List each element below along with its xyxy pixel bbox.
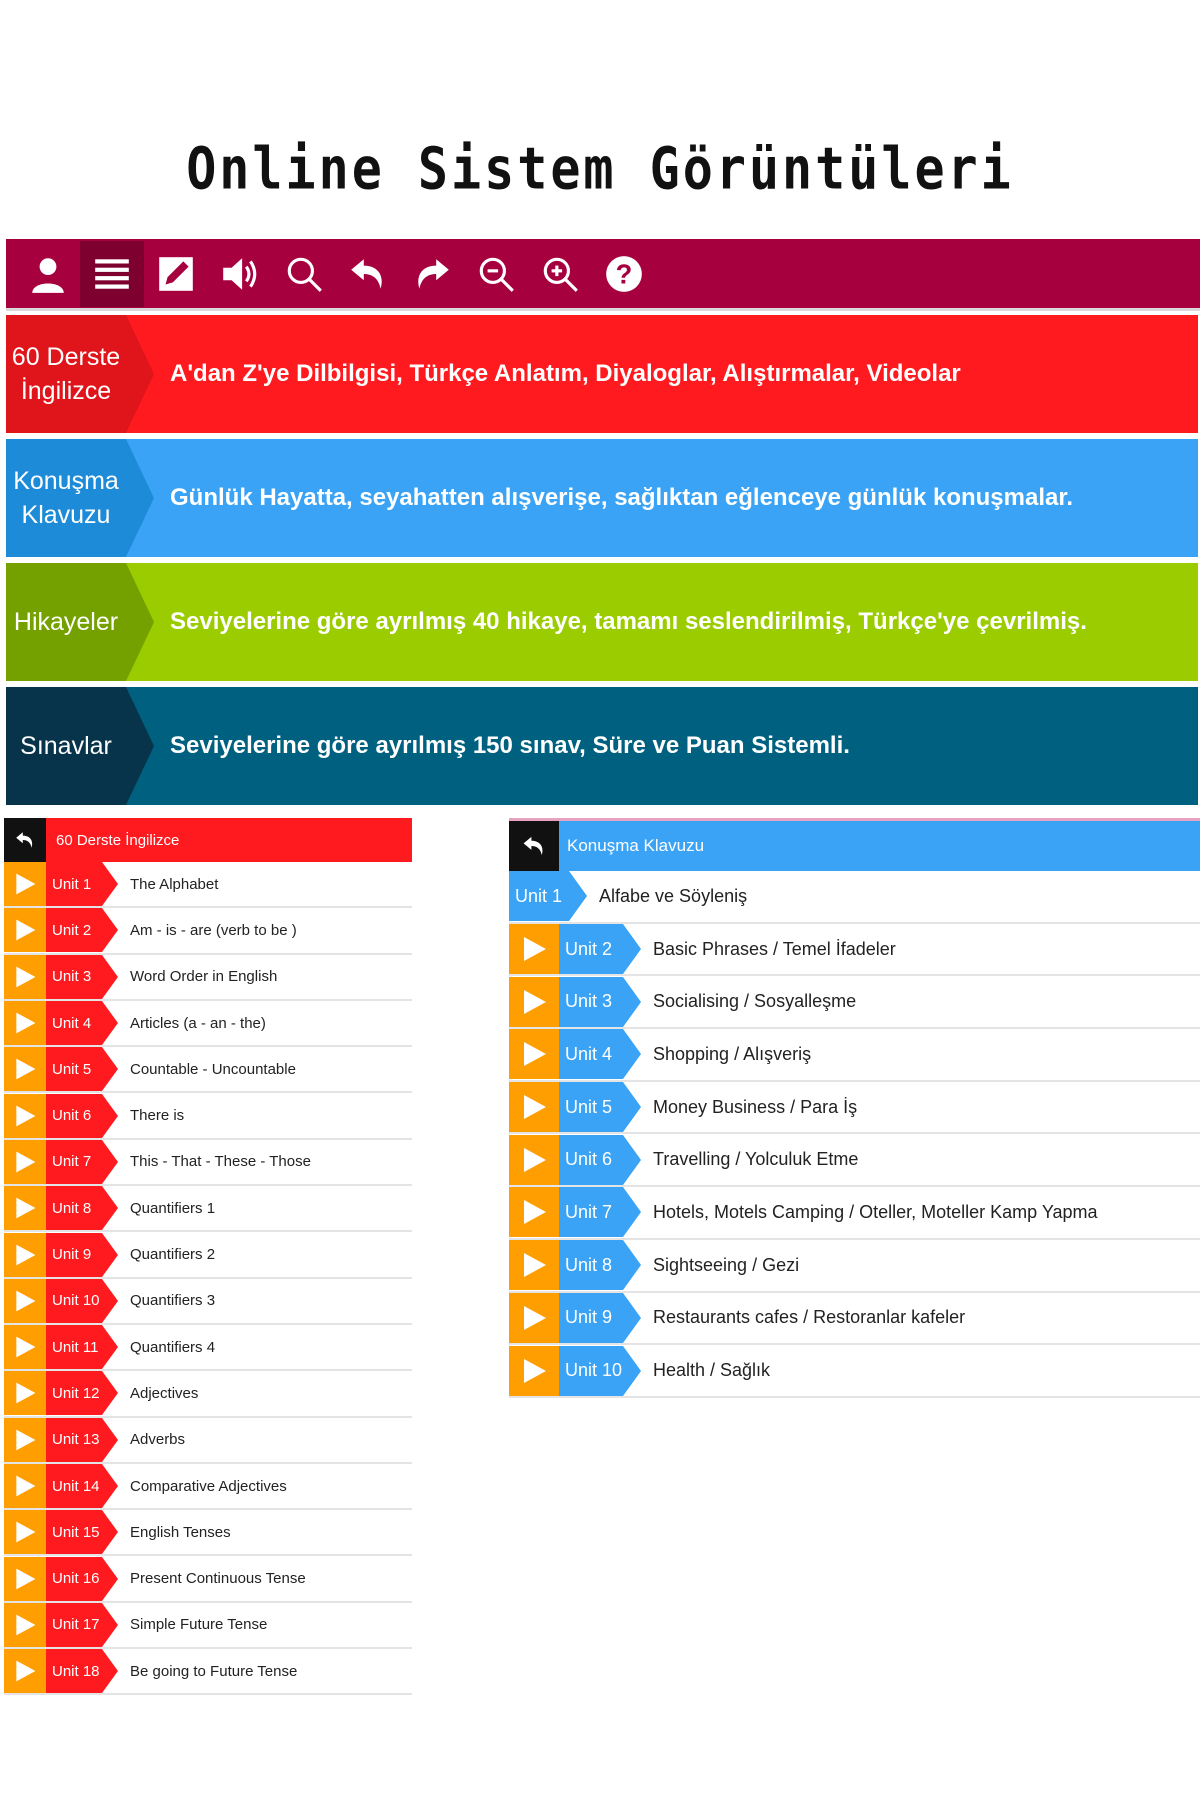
- edit-button[interactable]: [144, 241, 208, 307]
- unit-badge: Unit 2: [559, 924, 623, 974]
- lesson-title: Adjectives: [130, 1384, 199, 1402]
- category-description: Günlük Hayatta, seyahatten alışverişe, sağlıktan eğlenceye günlük konuşmalar.: [170, 484, 1074, 511]
- play-icon: [519, 1303, 549, 1333]
- unit-badge: Unit 4: [559, 1029, 623, 1079]
- play-icon: [519, 1039, 549, 1069]
- unit-badge: Unit 6: [559, 1135, 623, 1185]
- unit-badge: Unit 3: [46, 955, 102, 999]
- category-row-lessons[interactable]: [6, 315, 1198, 433]
- conversation-row[interactable]: [509, 1293, 1200, 1346]
- conversation-title: Health / Sağlık: [653, 1360, 771, 1381]
- lesson-title: Quantifiers 3: [130, 1292, 216, 1310]
- play-icon: [12, 1519, 38, 1545]
- lesson-title: This - That - These - Those: [130, 1153, 311, 1171]
- lesson-title: English Tenses: [130, 1523, 231, 1541]
- play-icon: [12, 1427, 38, 1453]
- play-button[interactable]: [4, 1557, 46, 1601]
- lesson-row[interactable]: [4, 1093, 412, 1139]
- unit-badge: Unit 15: [46, 1510, 102, 1554]
- play-icon: [12, 917, 38, 943]
- play-button[interactable]: [4, 955, 46, 999]
- play-button[interactable]: [509, 977, 559, 1027]
- play-button[interactable]: [4, 1094, 46, 1138]
- lesson-row[interactable]: [4, 955, 412, 1001]
- conversation-row[interactable]: [509, 976, 1200, 1029]
- search-button[interactable]: [272, 241, 336, 307]
- back-button[interactable]: [509, 821, 559, 871]
- conversation-title: Sightseeing / Gezi: [653, 1254, 800, 1275]
- zoom-in-button[interactable]: [528, 241, 592, 307]
- conversation-title: Shopping / Alışveriş: [653, 1043, 812, 1064]
- conversation-list: [509, 818, 1200, 1398]
- play-icon: [12, 1566, 38, 1592]
- lesson-row[interactable]: [4, 1649, 412, 1695]
- play-icon: [519, 1250, 549, 1280]
- lesson-row[interactable]: [4, 1418, 412, 1464]
- play-icon: [519, 934, 549, 964]
- play-icon: [519, 987, 549, 1017]
- lesson-row[interactable]: [4, 1371, 412, 1417]
- play-icon: [12, 1658, 38, 1684]
- lesson-title: Word Order in English: [130, 968, 278, 986]
- unit-badge: Unit 13: [46, 1418, 102, 1462]
- play-icon: [12, 1288, 38, 1314]
- play-button[interactable]: [4, 908, 46, 952]
- unit-badge: Unit 10: [46, 1279, 102, 1323]
- lesson-row[interactable]: [4, 1186, 412, 1232]
- category-label: Hikayeler: [6, 563, 126, 681]
- help-button[interactable]: [592, 241, 656, 307]
- unit-badge: Unit 14: [46, 1464, 102, 1508]
- zoom-in-icon: [539, 253, 581, 295]
- unit-badge: Unit 1: [46, 862, 102, 906]
- toolbar: [6, 239, 1200, 311]
- lesson-row[interactable]: [4, 1325, 412, 1371]
- svg-text:?: ?: [615, 257, 633, 289]
- lesson-row[interactable]: [4, 908, 412, 954]
- unit-badge: Unit 8: [559, 1240, 623, 1290]
- lesson-row[interactable]: [4, 1464, 412, 1510]
- speaker-icon: [219, 253, 261, 295]
- lesson-title: Quantifiers 4: [130, 1338, 216, 1356]
- category-row-exams[interactable]: [6, 687, 1198, 805]
- play-button[interactable]: [4, 1279, 46, 1323]
- undo-icon: [347, 253, 389, 295]
- conversation-title: Alfabe ve Söyleniş: [599, 885, 748, 906]
- play-icon: [12, 1334, 38, 1360]
- conversation-title: Hotels, Motels Camping / Oteller, Moteller Kamp Yapma: [653, 1201, 1098, 1222]
- undo-button[interactable]: [336, 241, 400, 307]
- lesson-title: Be going to Future Tense: [130, 1662, 298, 1680]
- play-button[interactable]: [509, 1135, 559, 1185]
- play-icon: [12, 1056, 38, 1082]
- help-icon: [603, 253, 645, 295]
- unit-badge: Unit 7: [559, 1187, 623, 1237]
- lesson-list-header: [4, 818, 412, 862]
- conversation-title: Travelling / Yolculuk Etme: [653, 1149, 859, 1170]
- unit-badge: Unit 18: [46, 1649, 102, 1693]
- lesson-title: Countable - Uncountable: [130, 1060, 296, 1078]
- play-icon: [12, 1103, 38, 1129]
- play-icon: [519, 1356, 549, 1386]
- play-button[interactable]: [4, 1371, 46, 1415]
- unit-badge: Unit 9: [559, 1293, 623, 1343]
- play-button[interactable]: [509, 924, 559, 974]
- play-icon: [12, 1612, 38, 1638]
- lesson-list: [4, 818, 412, 1695]
- conversation-row[interactable]: [509, 924, 1200, 977]
- play-button[interactable]: [4, 1325, 46, 1369]
- unit-badge: Unit 9: [46, 1233, 102, 1277]
- user-icon: [27, 253, 69, 295]
- unit-badge: Unit 8: [46, 1186, 102, 1230]
- play-button[interactable]: [4, 1047, 46, 1091]
- edit-icon: [155, 253, 197, 295]
- unit-badge: Unit 5: [46, 1047, 102, 1091]
- conversation-title: Restaurants cafes / Restoranlar kafeler: [653, 1307, 966, 1328]
- lesson-title: Comparative Adjectives: [130, 1477, 287, 1495]
- unit-badge: Unit 2: [46, 908, 102, 952]
- play-icon: [12, 1010, 38, 1036]
- play-button[interactable]: [509, 1240, 559, 1290]
- lesson-title: The Alphabet: [130, 875, 219, 893]
- play-button[interactable]: [509, 1187, 559, 1237]
- unit-badge: Unit 3: [559, 977, 623, 1027]
- lesson-row[interactable]: [4, 1603, 412, 1649]
- play-button[interactable]: [4, 862, 46, 906]
- unit-badge: Unit 1: [509, 871, 569, 921]
- conversation-row[interactable]: [509, 1240, 1200, 1293]
- lesson-title: Quantifiers 1: [130, 1199, 216, 1217]
- conversation-row[interactable]: [509, 1082, 1200, 1135]
- lesson-list-title: 60 Derste İngilizce: [56, 831, 180, 849]
- category-row-stories[interactable]: [6, 563, 1198, 681]
- play-icon: [519, 1092, 549, 1122]
- page-title: Online Sistem Görüntüleri: [186, 135, 1014, 203]
- play-icon: [519, 1197, 549, 1227]
- lesson-row[interactable]: [4, 1510, 412, 1556]
- conversation-row[interactable]: [509, 1134, 1200, 1187]
- conversation-title: Money Business / Para İş: [653, 1096, 858, 1117]
- play-button[interactable]: [509, 1029, 559, 1079]
- play-icon: [12, 1380, 38, 1406]
- back-arrow-icon: [521, 833, 547, 859]
- unit-badge: Unit 7: [46, 1140, 102, 1184]
- redo-button[interactable]: [400, 241, 464, 307]
- play-button[interactable]: [509, 1346, 559, 1396]
- play-button[interactable]: [4, 1418, 46, 1462]
- play-button[interactable]: [4, 1464, 46, 1508]
- lesson-title: Present Continuous Tense: [130, 1570, 306, 1588]
- conversation-row[interactable]: [509, 1187, 1200, 1240]
- conversation-row[interactable]: [509, 871, 1200, 924]
- category-row-conversation[interactable]: [6, 439, 1198, 557]
- category-label: Konuşma Klavuzu: [6, 439, 126, 557]
- unit-badge: Unit 17: [46, 1603, 102, 1647]
- play-button[interactable]: [4, 1001, 46, 1045]
- lesson-title: Simple Future Tense: [130, 1616, 268, 1634]
- play-button[interactable]: [4, 1649, 46, 1693]
- play-button[interactable]: [509, 1082, 559, 1132]
- search-icon: [283, 253, 325, 295]
- conversation-title: Socialising / Sosyalleşme: [653, 991, 857, 1012]
- lesson-title: There is: [130, 1107, 185, 1125]
- conversation-row[interactable]: [509, 1345, 1200, 1398]
- unit-badge: Unit 11: [46, 1325, 102, 1369]
- lesson-row[interactable]: [4, 1232, 412, 1278]
- play-icon: [12, 1195, 38, 1221]
- unit-badge: Unit 10: [559, 1346, 623, 1396]
- lesson-title: Quantifiers 2: [130, 1246, 216, 1264]
- category-description: A'dan Z'ye Dilbilgisi, Türkçe Anlatım, Diyaloglar, Alıştırmalar, Videolar: [170, 360, 961, 387]
- category-label: Sınavlar: [6, 687, 126, 805]
- zoom-out-icon: [475, 253, 517, 295]
- lesson-row[interactable]: [4, 1001, 412, 1047]
- conversation-row[interactable]: [509, 1029, 1200, 1082]
- lesson-row[interactable]: [4, 1556, 412, 1602]
- lesson-row[interactable]: [4, 862, 412, 908]
- play-icon: [12, 1149, 38, 1175]
- unit-badge: Unit 16: [46, 1557, 102, 1601]
- play-icon: [12, 1473, 38, 1499]
- play-button[interactable]: [4, 1603, 46, 1647]
- redo-icon: [411, 253, 453, 295]
- play-button[interactable]: [4, 1233, 46, 1277]
- zoom-out-button[interactable]: [464, 241, 528, 307]
- play-button[interactable]: [4, 1140, 46, 1184]
- unit-badge: Unit 12: [46, 1371, 102, 1415]
- category-description: Seviyelerine göre ayrılmış 150 sınav, Süre ve Puan Sistemli.: [170, 732, 850, 759]
- play-button[interactable]: [4, 1510, 46, 1554]
- lesson-title: Adverbs: [130, 1431, 186, 1449]
- play-icon: [12, 871, 38, 897]
- conversation-title: Basic Phrases / Temel İfadeler: [653, 938, 896, 959]
- audio-button[interactable]: [208, 241, 272, 307]
- back-button[interactable]: [4, 818, 46, 862]
- lesson-row[interactable]: [4, 1140, 412, 1186]
- lesson-title: Am - is - are (verb to be ): [130, 921, 297, 939]
- lesson-row[interactable]: [4, 1047, 412, 1093]
- play-icon: [519, 1145, 549, 1175]
- category-label: 60 Derste İngilizce: [6, 315, 126, 433]
- unit-badge: Unit 5: [559, 1082, 623, 1132]
- unit-badge: Unit 4: [46, 1001, 102, 1045]
- lesson-row[interactable]: [4, 1279, 412, 1325]
- lesson-title: Articles (a - an - the): [130, 1014, 266, 1032]
- user-button[interactable]: [16, 241, 80, 307]
- back-arrow-icon: [14, 829, 36, 851]
- list-icon: [91, 253, 133, 295]
- list-button[interactable]: [80, 241, 144, 307]
- conversation-list-header: [509, 821, 1200, 871]
- unit-badge: Unit 6: [46, 1094, 102, 1138]
- play-icon: [12, 964, 38, 990]
- play-icon: [12, 1242, 38, 1268]
- category-description: Seviyelerine göre ayrılmış 40 hikaye, tamamı seslendirilmiş, Türkçe'ye çevrilmiş.: [170, 608, 1087, 635]
- conversation-list-title: Konuşma Klavuzu: [567, 836, 705, 855]
- play-button[interactable]: [4, 1186, 46, 1230]
- play-button[interactable]: [509, 1293, 559, 1343]
